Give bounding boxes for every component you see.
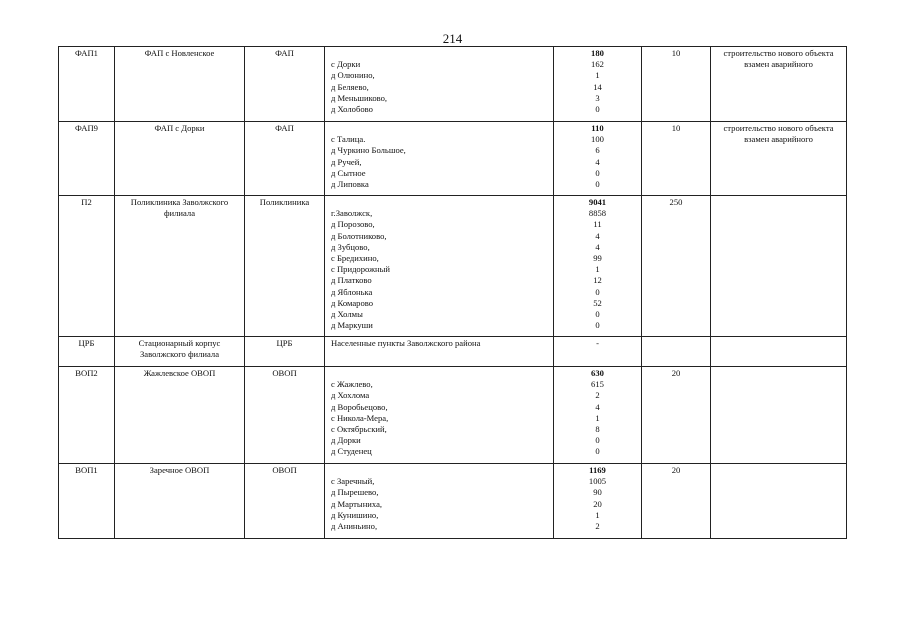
settlement-name: д Сытное — [331, 167, 366, 178]
population-cell — [554, 337, 642, 367]
facility-code-cell: ФАП9 — [59, 122, 115, 196]
facility-code-cell: П2 — [59, 196, 115, 337]
settlement-name: г.Заволжск, — [331, 208, 373, 219]
capacity-cell — [642, 337, 711, 367]
population-value: 1 — [595, 509, 600, 520]
settlement-name: д Порозово, — [331, 219, 375, 230]
note-cell — [711, 196, 847, 337]
facility-code-cell: ВОП1 — [59, 464, 115, 539]
population-value: 180 — [591, 48, 604, 58]
capacity-cell: 20 — [642, 367, 711, 464]
population-value: 1169 — [589, 465, 606, 475]
note-cell — [711, 367, 847, 464]
population-value: 3 — [595, 92, 600, 103]
population-value: 615 — [591, 379, 604, 390]
settlement-name: д Чуркино Большое, — [331, 145, 406, 156]
population-value: 4 — [595, 241, 600, 252]
facility-type-cell: ОВОП — [245, 464, 325, 539]
population-value: 14 — [593, 81, 602, 92]
population-value: 4 — [595, 230, 600, 241]
population-value: 9041 — [588, 197, 607, 207]
population-value: 12 — [593, 275, 602, 286]
population-value: 99 — [593, 253, 602, 264]
population-value: 4 — [595, 401, 600, 412]
settlement-name: д Болотниково, — [331, 230, 387, 241]
table-row — [59, 464, 847, 539]
population-value: 1 — [595, 412, 600, 423]
settlements-cell — [325, 47, 554, 122]
settlement-name: д Студенец — [331, 446, 372, 457]
capacity-cell: 10 — [642, 47, 711, 122]
capacity-cell: 20 — [642, 464, 711, 539]
population-value: 1 — [595, 264, 600, 275]
table-row — [59, 367, 847, 464]
settlements-cell — [325, 337, 554, 367]
population-value: 4 — [595, 156, 600, 167]
settlement-name — [331, 368, 551, 379]
settlement-name — [331, 465, 551, 476]
settlement-name: с Бредихино, — [331, 253, 379, 264]
settlement-name: с Заречный, — [331, 476, 375, 487]
settlement-name — [331, 197, 551, 208]
population-value: - — [596, 338, 599, 348]
population-cell — [554, 122, 642, 196]
population-cell — [554, 367, 642, 464]
settlement-name: д Зубцово, — [331, 241, 370, 252]
population-value: 20 — [593, 498, 602, 509]
settlement-name: Населенные пункты Заволжского района — [331, 338, 481, 348]
settlement-name: д Беляево, — [331, 81, 369, 92]
settlement-name: д Олюнино, — [331, 70, 375, 81]
settlement-name: д Комарово — [331, 297, 374, 308]
settlement-name: д Дорки — [331, 435, 361, 446]
facility-type-cell: Поликлиника — [245, 196, 325, 337]
table-row — [59, 122, 847, 196]
settlement-name: д Хохлома — [331, 390, 370, 401]
settlement-name: д Мартыниха, — [331, 498, 383, 509]
population-value: 2 — [595, 390, 600, 401]
facility-name-cell: ФАП с Дорки — [115, 122, 245, 196]
settlement-name: с Дорки — [331, 59, 361, 70]
population-value: 162 — [591, 59, 604, 70]
settlement-name: д Кунишино, — [331, 509, 379, 520]
population-value: 6 — [595, 145, 600, 156]
capacity-cell: 10 — [642, 122, 711, 196]
table-row — [59, 196, 847, 337]
facility-name-cell: Жажлевское ОВОП — [115, 367, 245, 464]
population-value: 90 — [593, 487, 602, 498]
settlement-name: д Холобово — [331, 104, 373, 115]
settlement-name: д Маркуши — [331, 320, 373, 331]
population-value: 630 — [591, 368, 604, 378]
note-cell — [711, 464, 847, 539]
settlement-name — [331, 48, 551, 59]
facility-code-cell: ЦРБ — [59, 337, 115, 367]
settlement-name: д Воробьецово, — [331, 401, 388, 412]
settlement-name: д Пырешево, — [331, 487, 379, 498]
facilities-table — [58, 46, 847, 539]
settlements-cell — [325, 196, 554, 337]
facility-code-cell: ФАП1 — [59, 47, 115, 122]
settlements-cell — [325, 122, 554, 196]
facility-type-cell: ФАП — [245, 47, 325, 122]
settlement-name: с Никола-Мера, — [331, 412, 389, 423]
table-row — [59, 337, 847, 367]
population-value: 8 — [595, 424, 600, 435]
population-value: 0 — [595, 435, 600, 446]
settlements-cell — [325, 464, 554, 539]
facility-type-cell: ОВОП — [245, 367, 325, 464]
settlement-name: д Аниньино, — [331, 521, 378, 532]
population-value: 0 — [595, 309, 600, 320]
settlement-name: д Холмы — [331, 309, 363, 320]
population-value: 0 — [595, 320, 600, 331]
population-value: 0 — [595, 167, 600, 178]
note-cell: строительство нового объекта взамен аварийного — [711, 47, 847, 122]
settlement-name — [331, 123, 551, 134]
facility-type-cell: ФАП — [245, 122, 325, 196]
population-value: 1005 — [588, 476, 607, 487]
population-value: 0 — [595, 104, 600, 115]
facility-code-cell: ВОП2 — [59, 367, 115, 464]
note-cell — [711, 337, 847, 367]
settlement-name: д Липовка — [331, 179, 369, 190]
page-number: 214 — [442, 31, 463, 46]
facility-name-cell: Стационарный корпус Заволжского филиала — [115, 337, 245, 367]
facility-name-cell: Заречное ОВОП — [115, 464, 245, 539]
facility-type-cell: ЦРБ — [245, 337, 325, 367]
settlement-name: д Платково — [331, 275, 372, 286]
population-value: 52 — [593, 297, 602, 308]
facility-name-cell: ФАП с Новленское — [115, 47, 245, 122]
capacity-cell: 250 — [642, 196, 711, 337]
population-cell — [554, 196, 642, 337]
note-cell: строительство нового объекта взамен аварийного — [711, 122, 847, 196]
population-value: 110 — [591, 123, 604, 133]
population-value: 11 — [593, 219, 602, 230]
population-value: 0 — [595, 179, 600, 190]
settlement-name: д Ручей, — [331, 156, 362, 167]
settlement-name: с Талица. — [331, 134, 366, 145]
settlements-cell — [325, 367, 554, 464]
settlement-name: д Яблонька — [331, 286, 373, 297]
facility-name-cell: Поликлиника Заволжского филиала — [115, 196, 245, 337]
population-value: 1 — [595, 70, 600, 81]
population-value: 100 — [591, 134, 604, 145]
settlement-name: с Придорожный — [331, 264, 391, 275]
table-row — [59, 47, 847, 122]
settlement-name: с Октябрьский, — [331, 424, 387, 435]
settlement-name: с Жажлево, — [331, 379, 373, 390]
population-value: 0 — [595, 446, 600, 457]
population-value: 2 — [595, 521, 600, 532]
population-value: 8858 — [588, 208, 607, 219]
population-value: 0 — [595, 286, 600, 297]
population-cell — [554, 47, 642, 122]
population-cell — [554, 464, 642, 539]
settlement-name: д Меньшиково, — [331, 92, 388, 103]
